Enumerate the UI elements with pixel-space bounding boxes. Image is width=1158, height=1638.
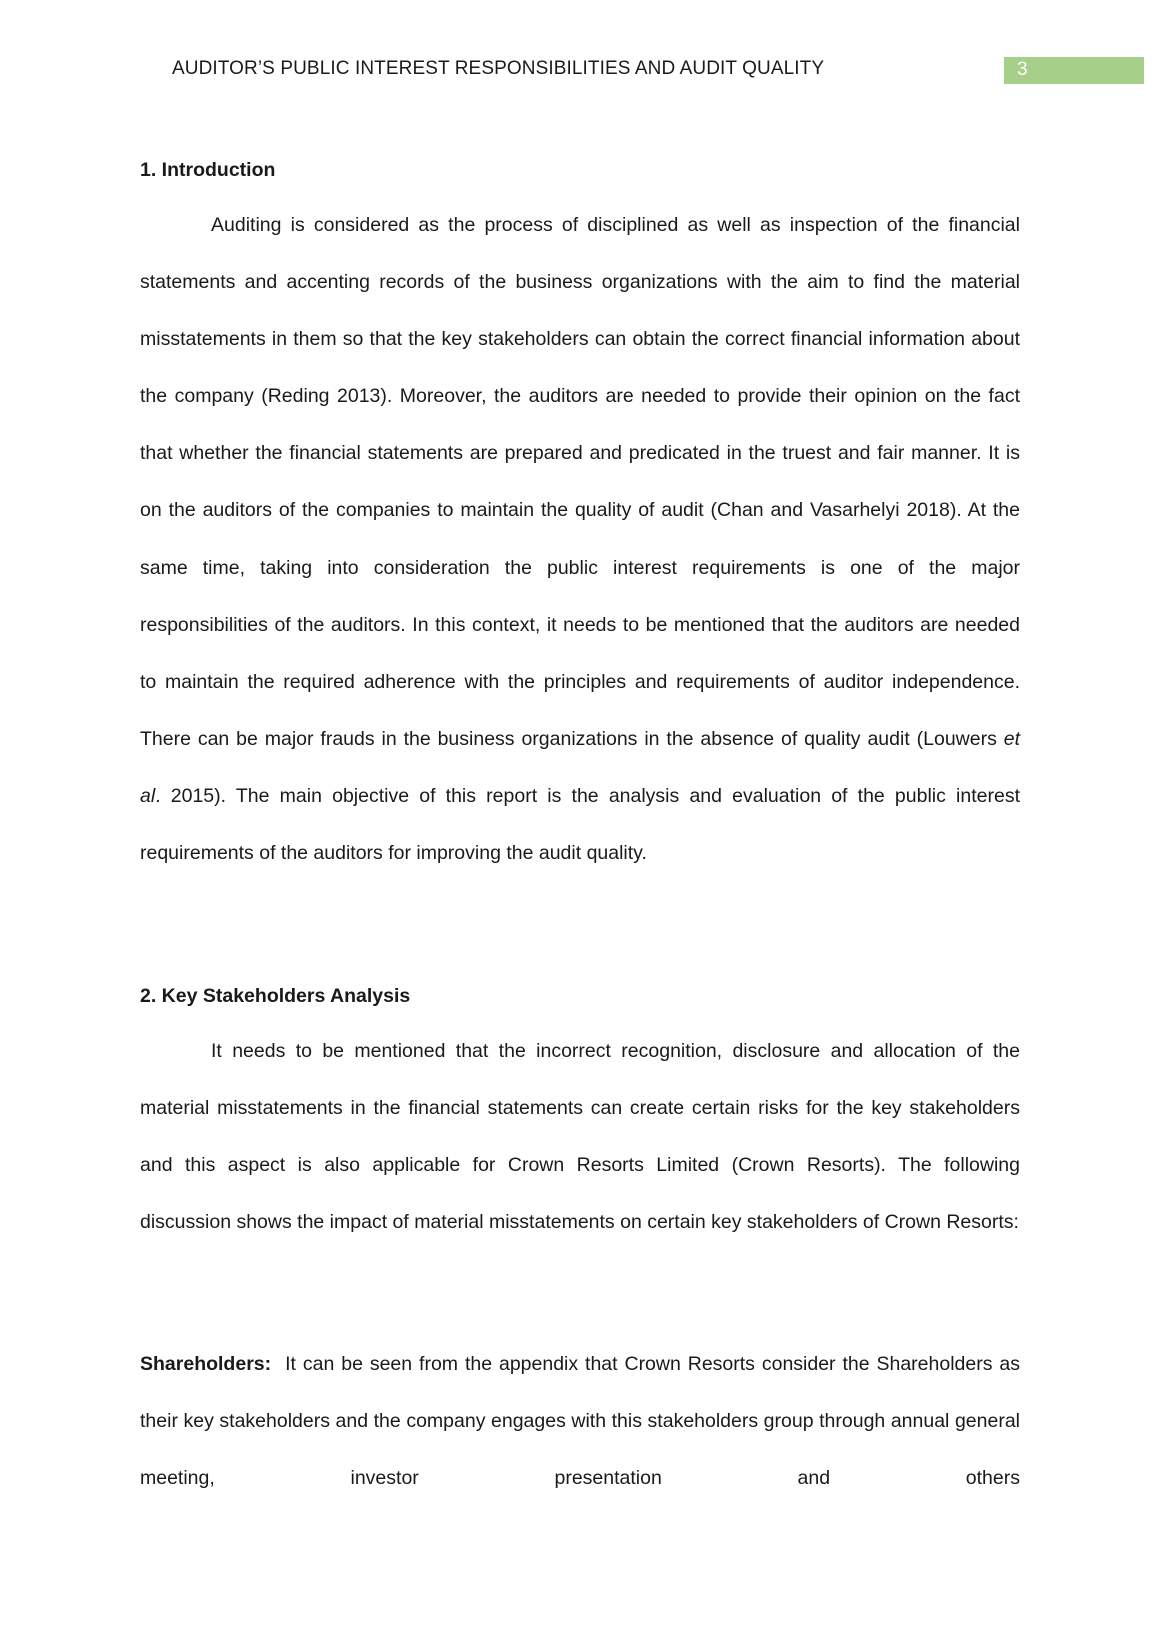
introduction-paragraph xyxy=(140,197,1020,882)
running-header-title: AUDITOR’S PUBLIC INTEREST RESPONSIBILITIES AND AUDIT QUALITY xyxy=(172,58,825,79)
introduction-text-part1: Auditing is considered as the process of disciplined as well as inspection of the financial statements and accenting records of the business organizations with the aim to find the material misstatements in them so that the key stakeholders can obtain the correct financial information about the company (Reding 2013). Moreover, the auditors are needed to provide their opinion on the fact that whether the financial statements are prepared and predicated in the truest and fair manner. It is on the auditors of the companies to maintain the quality of audit (Chan and Vasarhelyi 2018). At the same time, taking into consideration the public interest requirements is one of the major responsibilities of the auditors. In this context, it needs to be mentioned that the auditors are needed to maintain the required adherence with the principles and requirements of auditor independence. There can be major frauds in the business organizations in the absence of quality audit (Louwers xyxy=(140,214,1020,750)
citation-et-al: et al xyxy=(140,727,1020,807)
introduction-text-part2: . 2015). The main objective of this report is the analysis and evaluation of the public interest requirements of the auditors for improving the audit quality. xyxy=(140,784,1020,865)
shareholders-text: It can be seen from the appendix that Crown Resorts consider the Shareholders as their key stakeholders and the company engages with this stakeholders group through annual general meeting, investor presentation and others xyxy=(140,1353,1020,1490)
page-number: 3 xyxy=(1017,59,1028,80)
section-heading-introduction: 1. Introduction xyxy=(140,159,276,181)
stakeholders-paragraph: It needs to be mentioned that the incorrect recognition, disclosure and allocation of the material misstatements in the financial statements can create certain risks for the key stakeholders and this aspect is also applicable for Crown Resorts Limited (Crown Resorts). The following discussion shows the impact of material misstatements on certain key stakeholders of Crown Resorts: xyxy=(140,1040,1020,1234)
shareholders-label: Shareholders: xyxy=(140,1353,272,1375)
section-heading-stakeholders: 2. Key Stakeholders Analysis xyxy=(140,985,411,1007)
shareholders-paragraph xyxy=(140,1336,1020,1507)
page-number-badge xyxy=(1004,57,1144,84)
